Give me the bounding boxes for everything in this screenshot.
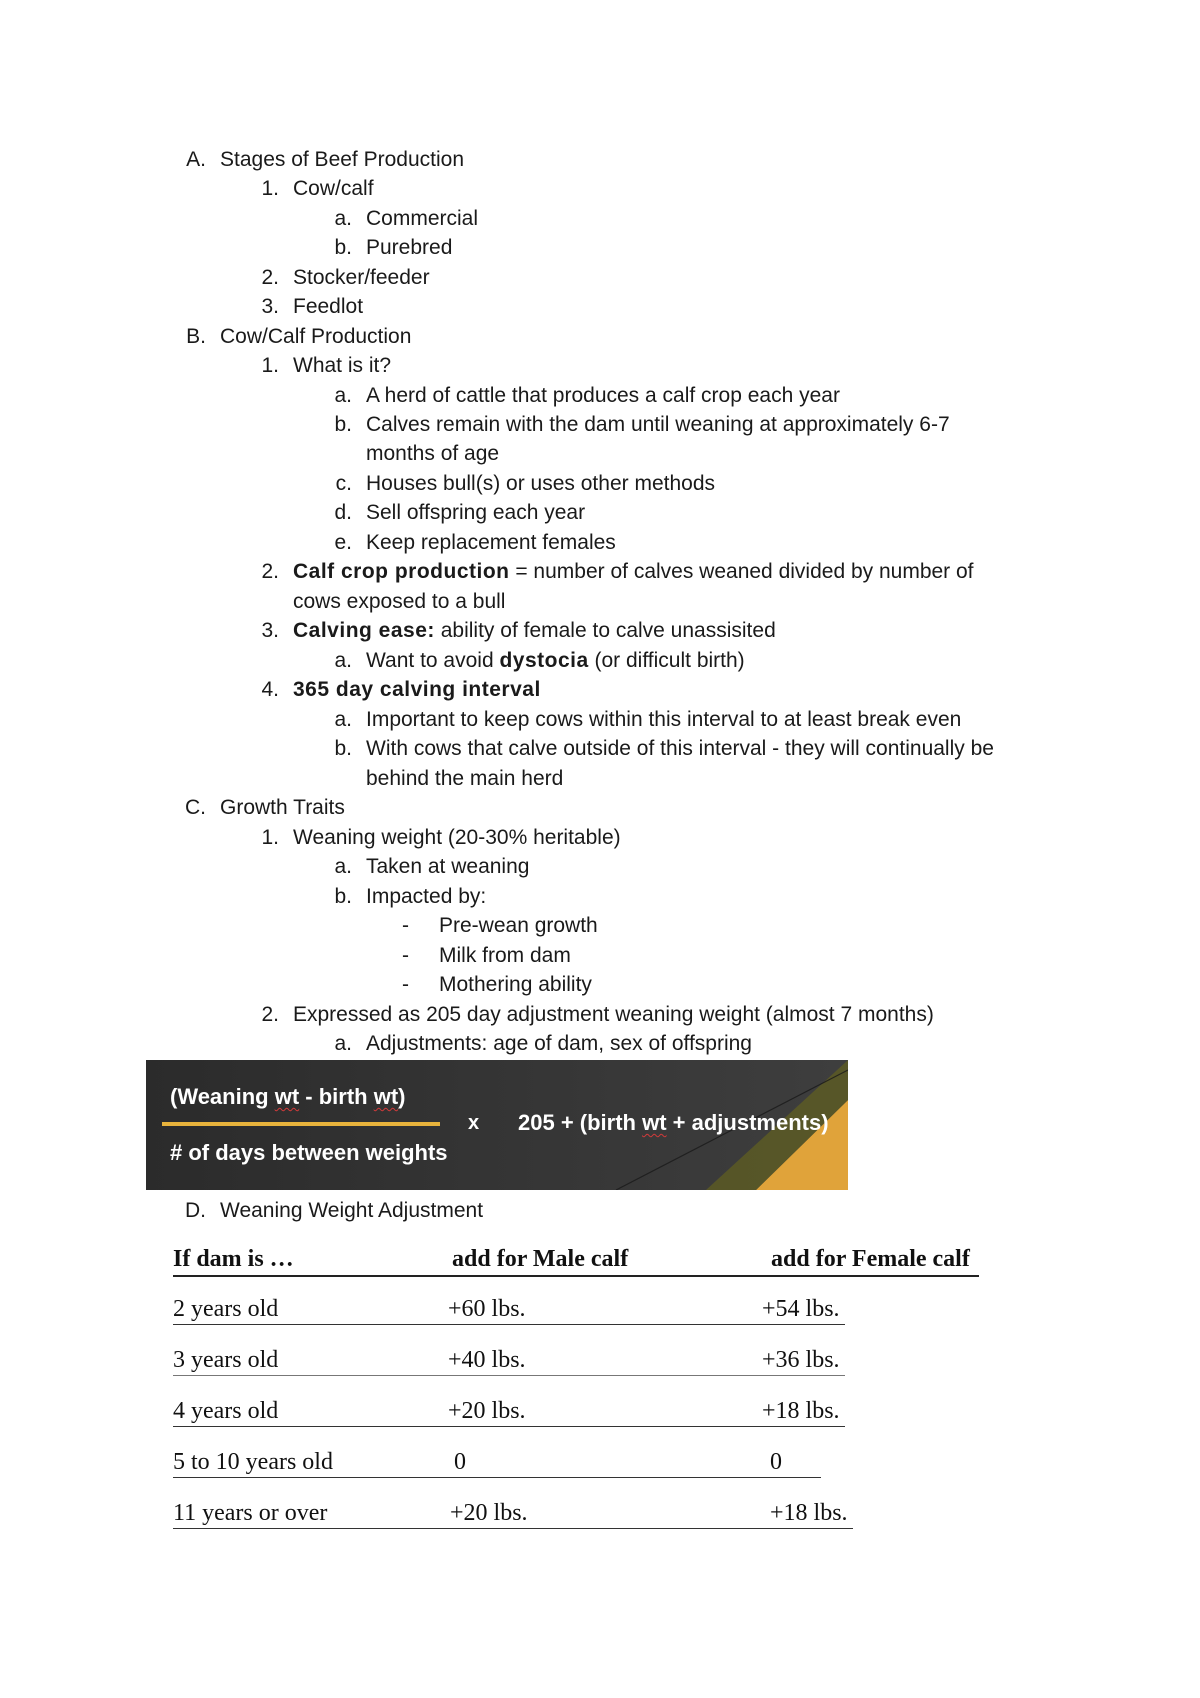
table-cell-dam: 3 years old <box>173 1347 279 1373</box>
list-item-continuation: cows exposed to a bull <box>293 590 506 613</box>
table-cell-female: 0 <box>770 1449 782 1475</box>
formula-numerator: (Weaning wt - birth wt) <box>170 1084 406 1109</box>
dash-item: - Milk from dam <box>402 944 571 967</box>
table-cell-dam: 5 to 10 years old <box>173 1449 333 1475</box>
table-row-rule <box>173 1426 845 1427</box>
term-dystocia: dystocia <box>499 649 589 672</box>
list-item: a. Commercial <box>334 207 479 230</box>
list-marker: A. <box>186 148 206 171</box>
list-item: b. Calves remain with the dam until weaning at approximately 6-7 <box>334 413 950 436</box>
table-cell-male: +20 lbs. <box>450 1500 528 1526</box>
table-header-rule <box>173 1275 979 1277</box>
formula-banner <box>146 1060 848 1190</box>
list-item: d. Sell offspring each year <box>334 501 586 524</box>
section-d-heading: D. Weaning Weight Adjustment <box>185 1199 484 1222</box>
table-cell-male: +60 lbs. <box>448 1296 526 1322</box>
list-item: 2. Expressed as 205 day adjustment weaning weight (almost 7 months) <box>261 1003 934 1026</box>
multiply-sign: x <box>468 1112 480 1134</box>
table-cell-male: +40 lbs. <box>448 1347 526 1373</box>
table-cell-male: +20 lbs. <box>448 1398 526 1424</box>
list-item-continuation: behind the main herd <box>366 767 564 790</box>
list-item: 1. What is it? <box>261 354 392 377</box>
list-item: a. Want to avoid dystocia (or difficult birth) <box>334 649 745 672</box>
table-header-dam: If dam is … <box>173 1246 294 1272</box>
list-item: 1. Weaning weight (20-30% heritable) <box>261 826 621 849</box>
list-item: b. Purebred <box>334 236 453 259</box>
term-calf-crop-production: Calf crop production <box>293 560 510 583</box>
table-cell-female: +18 lbs. <box>762 1398 840 1424</box>
list-item: 3. Feedlot <box>261 295 364 318</box>
table-header-female: add for Female calf <box>771 1246 970 1272</box>
dash-item: - Mothering ability <box>402 973 592 996</box>
list-item: 2. Calf crop production = number of calves weaned divided by number of <box>261 560 974 583</box>
term-calving-ease: Calving ease: <box>293 619 435 642</box>
list-item: 1. Cow/calf <box>261 177 374 200</box>
formula-denominator: # of days between weights <box>170 1140 448 1165</box>
table-cell-female: +36 lbs. <box>762 1347 840 1373</box>
table-row-rule <box>173 1477 821 1478</box>
list-item: 4. 365 day calving interval <box>261 678 541 701</box>
table-row-rule <box>173 1324 845 1325</box>
dash-item: - Pre-wean growth <box>402 914 598 937</box>
list-item: 3. Calving ease: ability of female to calve unassisited <box>261 619 776 642</box>
table-cell-female: +18 lbs. <box>770 1500 848 1526</box>
section-b-heading: B. Cow/Calf Production <box>186 325 412 348</box>
section-c-heading: C. Growth Traits <box>185 796 345 819</box>
list-item: b. With cows that calve outside of this interval - they will continually be <box>334 737 994 760</box>
list-item: a. A herd of cattle that produces a calf crop each year <box>334 384 840 407</box>
table-row-rule <box>173 1375 845 1376</box>
list-item: a. Adjustments: age of dam, sex of offspring <box>334 1032 752 1055</box>
list-item: a. Taken at weaning <box>334 855 530 878</box>
list-item: 2. Stocker/feeder <box>261 266 430 289</box>
list-item: c. Houses bull(s) or uses other methods <box>335 472 715 495</box>
table-cell-male: 0 <box>454 1449 466 1475</box>
section-a-heading: A. Stages of Beef Production <box>220 145 464 174</box>
formula-rhs: 205 + (birth wt + adjustments) <box>518 1110 829 1135</box>
list-item: b. Impacted by: <box>334 885 487 908</box>
table-header-male: add for Male calf <box>452 1246 629 1272</box>
table-cell-dam: 4 years old <box>173 1398 279 1424</box>
table-cell-dam: 2 years old <box>173 1296 279 1322</box>
table-row-rule <box>173 1528 853 1529</box>
table-cell-female: +54 lbs. <box>762 1296 840 1322</box>
fraction-bar <box>162 1122 440 1126</box>
list-item-continuation: months of age <box>366 442 500 465</box>
term-365-day-calving-interval: 365 day calving interval <box>293 678 541 701</box>
list-item: e. Keep replacement females <box>334 531 616 554</box>
table-cell-dam: 11 years or over <box>173 1500 328 1526</box>
list-item: a. Important to keep cows within this interval to at least break even <box>334 708 962 731</box>
